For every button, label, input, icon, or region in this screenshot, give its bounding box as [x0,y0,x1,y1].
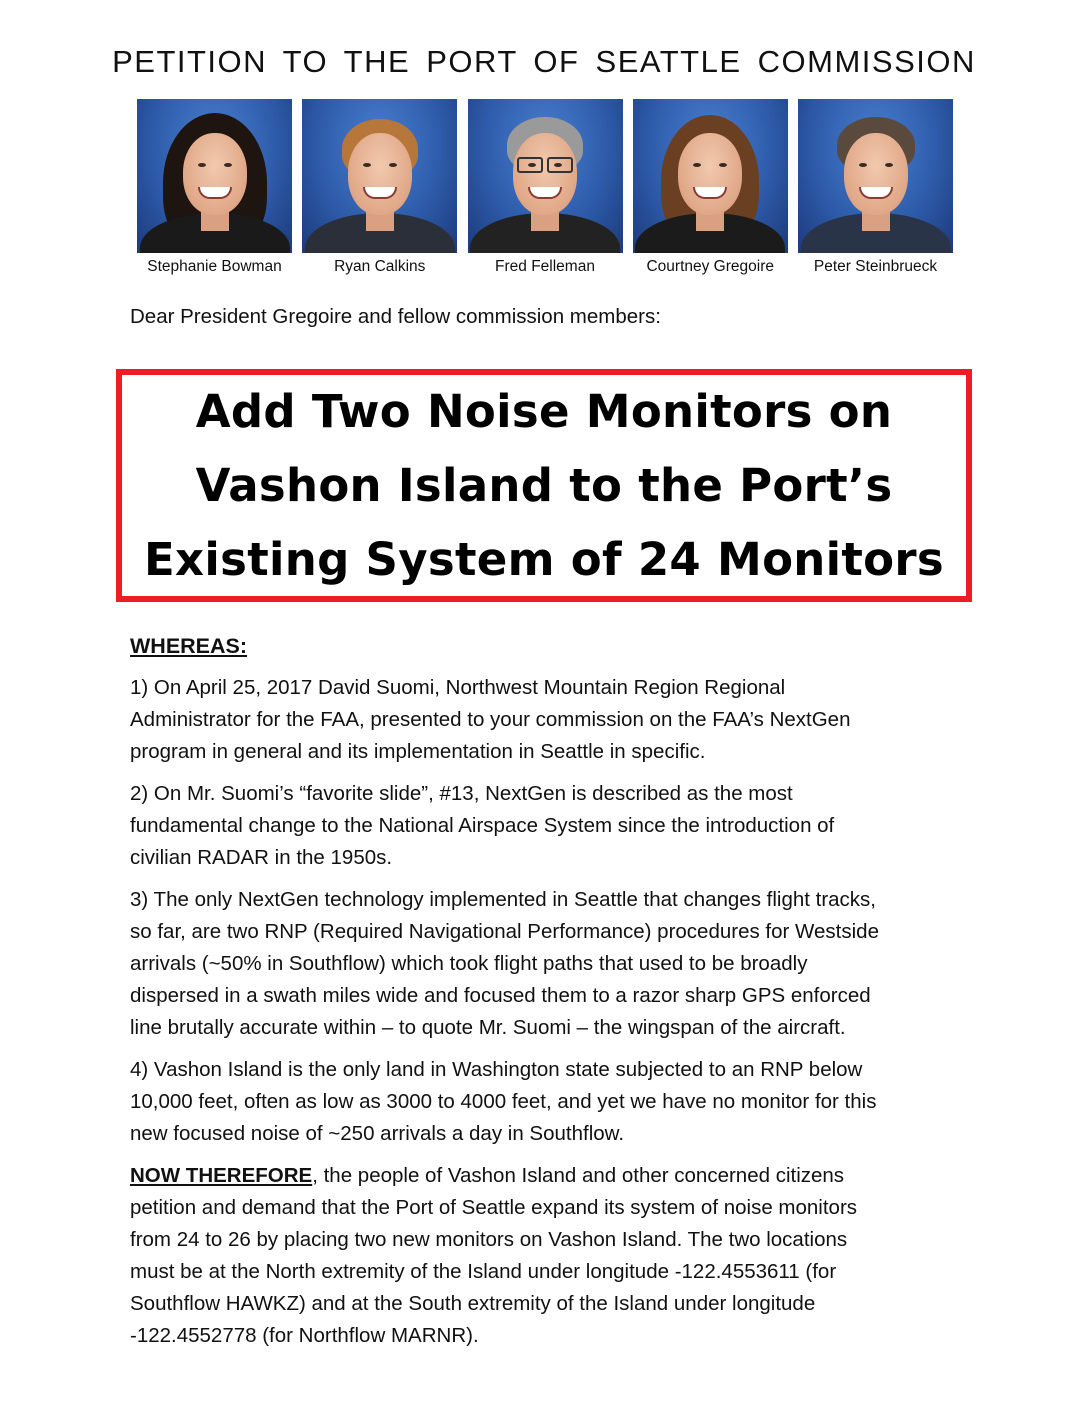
text-line: new focused noise of ~250 arrivals a day in Southflow. [130,1122,625,1145]
commissioner-name: Stephanie Bowman [147,258,282,275]
commissioner-card [798,99,953,276]
commissioner-photo [468,99,623,253]
salutation: Dear President Gregoire and fellow commission members: [130,305,661,328]
commissioner-name: Peter Steinbrueck [813,258,938,275]
whereas-clause [130,672,960,768]
headline-box [116,369,972,602]
now-therefore-lead: NOW THEREFORE [130,1164,313,1187]
text-line: arrivals (~50% in Southflow) which took flight paths that used to be broadly [130,952,808,975]
commissioner-photo [633,99,788,253]
headline-line: Vashon Island to the Port’s [195,458,893,512]
text-span: , the people of Vashon Island and other concerned citizens [312,1164,845,1187]
text-line: so far, are two RNP (Required Navigational Performance) procedures for Westside [130,920,879,943]
document-title: PETITION TO THE PORT OF SEATTLE COMMISSION [112,44,976,79]
commissioner-card [633,99,788,276]
text-line: civilian RADAR in the 1950s. [130,846,393,869]
commissioner-card [137,99,292,276]
commissioner-name: Fred Felleman [495,258,595,275]
text-line: must be at the North extremity of the Island under longitude -122.4553611 (for [130,1260,837,1283]
resolution-clause [130,1160,960,1352]
commissioner-photo [137,99,292,253]
text-line: -122.4552778 (for Northflow MARNR). [130,1324,479,1347]
text-line: petition and demand that the Port of Seattle expand its system of noise monitors [130,1196,858,1219]
commissioner-photo [798,99,953,253]
text-line: line brutally accurate within – to quote Mr. Suomi – the wingspan of the aircraft. [130,1016,846,1039]
text-line: Administrator for the FAA, presented to your commission on the FAA’s NextGen [130,708,851,731]
text-line: program in general and its implementation in Seattle in specific. [130,740,706,763]
commissioner-name: Ryan Calkins [334,258,426,275]
commissioner-card [468,99,623,276]
whereas-clause [130,1054,960,1150]
text-line: fundamental change to the National Airspace System since the introduction of [130,814,835,837]
headline-line: Add Two Noise Monitors on [195,384,893,438]
text-line [130,1160,960,1192]
petition-body [130,630,960,1362]
text-line: dispersed in a swath miles wide and focused them to a razor sharp GPS enforced [130,984,871,1007]
text-line: 2) On Mr. Suomi’s “favorite slide”, #13, NextGen is described as the most [130,782,793,805]
commissioner-card [302,99,457,276]
text-line: 4) Vashon Island is the only land in Washington state subjected to an RNP below [130,1058,863,1081]
whereas-heading: WHEREAS: [130,634,248,658]
commissioner-photo [302,99,457,253]
commissioner-photos [137,99,953,276]
text-line: Southflow HAWKZ) and at the South extremity of the Island under longitude [130,1292,816,1315]
text-line: 3) The only NextGen technology implemented in Seattle that changes flight tracks, [130,888,877,911]
headline-line: Existing System of 24 Monitors [144,532,944,586]
whereas-clause [130,778,960,874]
text-line: from 24 to 26 by placing two new monitors on Vashon Island. The two locations [130,1228,848,1251]
commissioner-name: Courtney Gregoire [646,258,774,275]
whereas-clause [130,884,960,1044]
text-line: 10,000 feet, often as low as 3000 to 4000 feet, and yet we have no monitor for this [130,1090,877,1113]
text-line: 1) On April 25, 2017 David Suomi, Northwest Mountain Region Regional [130,676,786,699]
